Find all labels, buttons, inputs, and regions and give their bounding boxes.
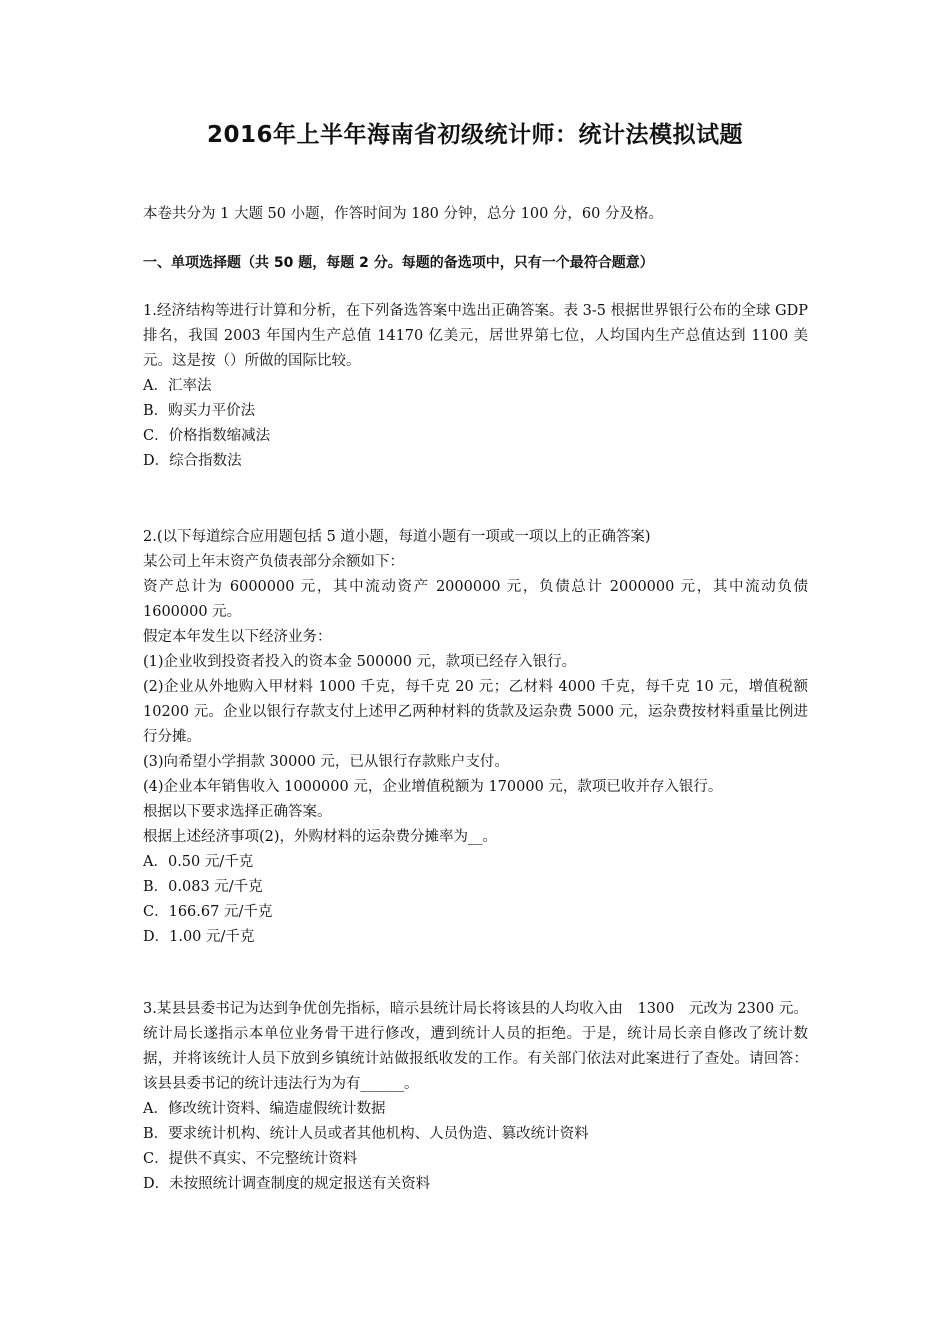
option-c: C．提供不真实、不完整统计资料: [143, 1151, 358, 1167]
question-line: (4)企业本年销售收入 1000000 元，企业增值税额为 170000 元，款项已收并存入银行。: [143, 779, 723, 795]
option-d: D．综合指数法: [143, 453, 242, 469]
question-stem: 1.经济结构等进行计算和分析，在下列备选答案中选出正确答案。表 3-5 根据世界银行公布的全球 GDP 排名，我国 2003 年国内生产总值 14170 亿美元，居世界第七位，人均国内生产总值达到 1100 美元。这是按（）所做的国际比较。: [143, 303, 808, 369]
section-heading: 一、单项选择题（共 50 题，每题 2 分。每题的备选项中，只有一个最符合题意）: [143, 255, 654, 271]
question-stem: 2.(以下每道综合应用题包括 5 道小题，每道小题有一项或一项以上的正确答案): [143, 529, 651, 545]
page-title: 2016年上半年海南省初级统计师：统计法模拟试题: [206, 122, 743, 148]
question-1: [143, 299, 808, 474]
exam-intro: 本卷共分为 1 大题 50 小题，作答时间为 180 分钟，总分 100 分，60 分及格。: [143, 206, 663, 222]
option-b: B．要求统计机构、统计人员或者其他机构、人员伪造、篡改统计资料: [143, 1126, 589, 1142]
option-c: C．166.67 元/千克: [143, 904, 273, 920]
option-a: A．汇率法: [143, 378, 212, 394]
question-line: 假定本年发生以下经济业务：: [143, 629, 332, 645]
question-3: [143, 997, 808, 1197]
option-b: B．0.083 元/千克: [143, 879, 263, 895]
option-d: D．未按照统计调查制度的规定报送有关资料: [143, 1176, 431, 1192]
question-line: 根据上述经济事项(2)，外购材料的运杂费分摊率为__。: [143, 829, 498, 845]
option-b: B．购买力平价法: [143, 403, 256, 419]
question-line: 资产总计为 6000000 元，其中流动资产 2000000 元，负债总计 2000000 元，其中流动负债 1600000 元。: [143, 579, 808, 620]
option-a: A．修改统计资料、编造虚假统计数据: [143, 1101, 386, 1117]
question-2: [143, 525, 808, 950]
question-line: (1)企业收到投资者投入的资本金 500000 元，款项已经存入银行。: [143, 654, 577, 670]
option-c: C．价格指数缩减法: [143, 428, 271, 444]
question-line: 某公司上年末资产负债表部分余额如下：: [143, 554, 404, 570]
question-stem: 3.某县县委书记为达到争优创先指标，暗示县统计局长将该县的人均收入由 1300 元改为 2300 元。统计局长遂指示本单位业务骨干进行修改，遭到统计人员的拒绝。于是，统计局长亲自修改了统计数据，并将该统计人员下放到乡镇统计站做报纸收发的工作。有关部门依法对此案进行了查处。请回答：该县县委书记的统计违法行为为有______。: [143, 1001, 808, 1092]
question-line: 根据以下要求选择正确答案。: [143, 804, 332, 820]
question-line: (3)向希望小学捐款 30000 元，已从银行存款账户支付。: [143, 754, 509, 770]
option-a: A．0.50 元/千克: [143, 854, 254, 870]
question-line: (2)企业从外地购入甲材料 1000 千克，每千克 20 元；乙材料 4000 千克，每千克 10 元，增值税额 10200 元。企业以银行存款支付上述甲乙两种材料的货款及运杂费 5000 元，运杂费按材料重量比例进行分摊。: [143, 679, 808, 745]
option-d: D．1.00 元/千克: [143, 929, 255, 945]
